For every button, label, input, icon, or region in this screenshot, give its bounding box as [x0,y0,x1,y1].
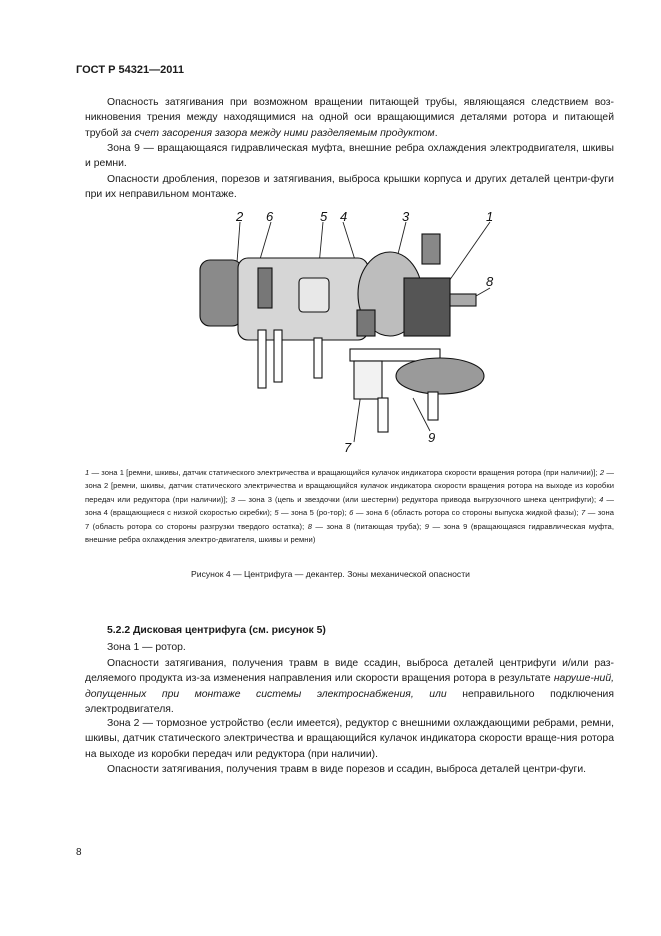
page-number: 8 [76,847,82,858]
paragraph-1-text: Опасность затягивания при возможном вращении питающей трубы, являющаяся следствием воз-никновения трения между находящимися на одной оси вращающимися деталями ротора и питающей трубой [85,97,614,139]
legend-num-7: 7 [581,508,586,518]
paragraph-5 [85,656,614,718]
legend-text-4: — зона 4 (вращающиеся с низкой скоростью скребки); [85,494,614,518]
legend-text-1: — зона 1 [ремни, шкивы, датчик статического электричества и вращающийся кулачок индикатора скорости вращения ротора (при наличии)]; [89,468,600,477]
legend-text-5: — зона 5 (ро-тор); [278,508,350,518]
decanter-centrifuge-figure [178,206,498,456]
paragraph-4: Зона 1 — ротор. [107,642,186,653]
legend-text-2: — зона 2 [ремни, шкивы, датчик статического электричества и вращающийся кулачок индикатора скорости вращения ротора на выходе из коробки передач или редуктора (при наличии)]; [85,468,614,504]
legend-num-9: 9 [424,521,430,531]
label-8: 8 [486,274,494,289]
legend-num-4: 4 [599,494,604,504]
paragraph-5-end: неправильного подключения электродвигателя. [85,688,614,716]
legend-text-8: — зона 8 (питающая труба); [312,521,425,531]
legend-text-9: — зона 9 (вращающаяся гидравлическая муфта, внешние ребра охлаждения электро-двигателя, шкивы и ремни) [85,521,614,545]
label-1: 1 [486,209,494,224]
document-header: ГОСТ Р 54321—2011 [76,64,184,76]
paragraph-1 [85,95,614,141]
legend-num-6: 6 [349,508,354,518]
label-7: 7 [344,440,352,455]
legend-text-3: — зона 3 (цепь и звездочки (или шестерни) редуктора привода выгрузочного шнека центрифуги); [235,494,600,504]
centrifuge-drawing [200,234,484,432]
figure-legend [85,466,614,546]
legend-num-1: 1 [85,468,90,477]
label-3: 3 [402,209,410,224]
legend-num-5: 5 [274,508,279,518]
paragraph-1-end: . [434,127,438,139]
paragraph-1-italic: за счет засорения зазора между ними разделяемым продуктом [121,127,435,139]
label-6: 6 [266,209,274,224]
paragraph-7: Опасности затягивания, получения травм в виде порезов и ссадин, выброса деталей центри-фуги. [107,764,587,775]
figure-caption: Рисунок 4 — Центрифуга — декантер. Зоны механической опасности [191,569,470,579]
label-4: 4 [340,209,348,224]
paragraph-5-italic: наруше-ний, допущенных при монтаже системы электроснабжения, или [85,673,614,700]
legend-num-3: 3 [230,494,236,504]
paragraph-6: Зона 2 — тормозное устройство (если имеется), редуктор с внешними охлаждающими ребрами, ремни, шкивы, датчик статического электричества и вращающийся кулачок индикатора скорости враще-ния ротора на выходе из коробки передач или редуктора (при наличии). [85,718,614,760]
paragraph-2: Зона 9 — вращающаяся гидравлическая муфта, внешние ребра охлаждения электродвигателя, шкивы и ремни. [85,143,614,170]
section-heading: 5.2.2 Дисковая центрифуга (см. рисунок 5) [107,625,326,636]
legend-num-8: 8 [307,521,312,531]
paragraph-3: Опасности дробления, порезов и затягивания, выброса крышки корпуса и других деталей центри-фуги при их неправильном монтаже. [85,174,614,201]
label-9: 9 [428,430,436,445]
legend-num-2: 2 [599,468,605,477]
label-5: 5 [320,209,328,224]
legend-text-6: — зона 6 (область ротора со стороны выпуска жидкой фазы); [353,508,582,518]
label-2: 2 [236,209,244,224]
legend-text-7: — зона 7 (область ротора со стороны разгрузки твердого остатка); [85,508,614,531]
paragraph-5-text: Опасности затягивания, получения травм в виде ссадин, выброса деталей центрифуги и/или раз-деляемого продукта из-за изменения направления или скорости вращения ротора в результате [85,658,614,685]
